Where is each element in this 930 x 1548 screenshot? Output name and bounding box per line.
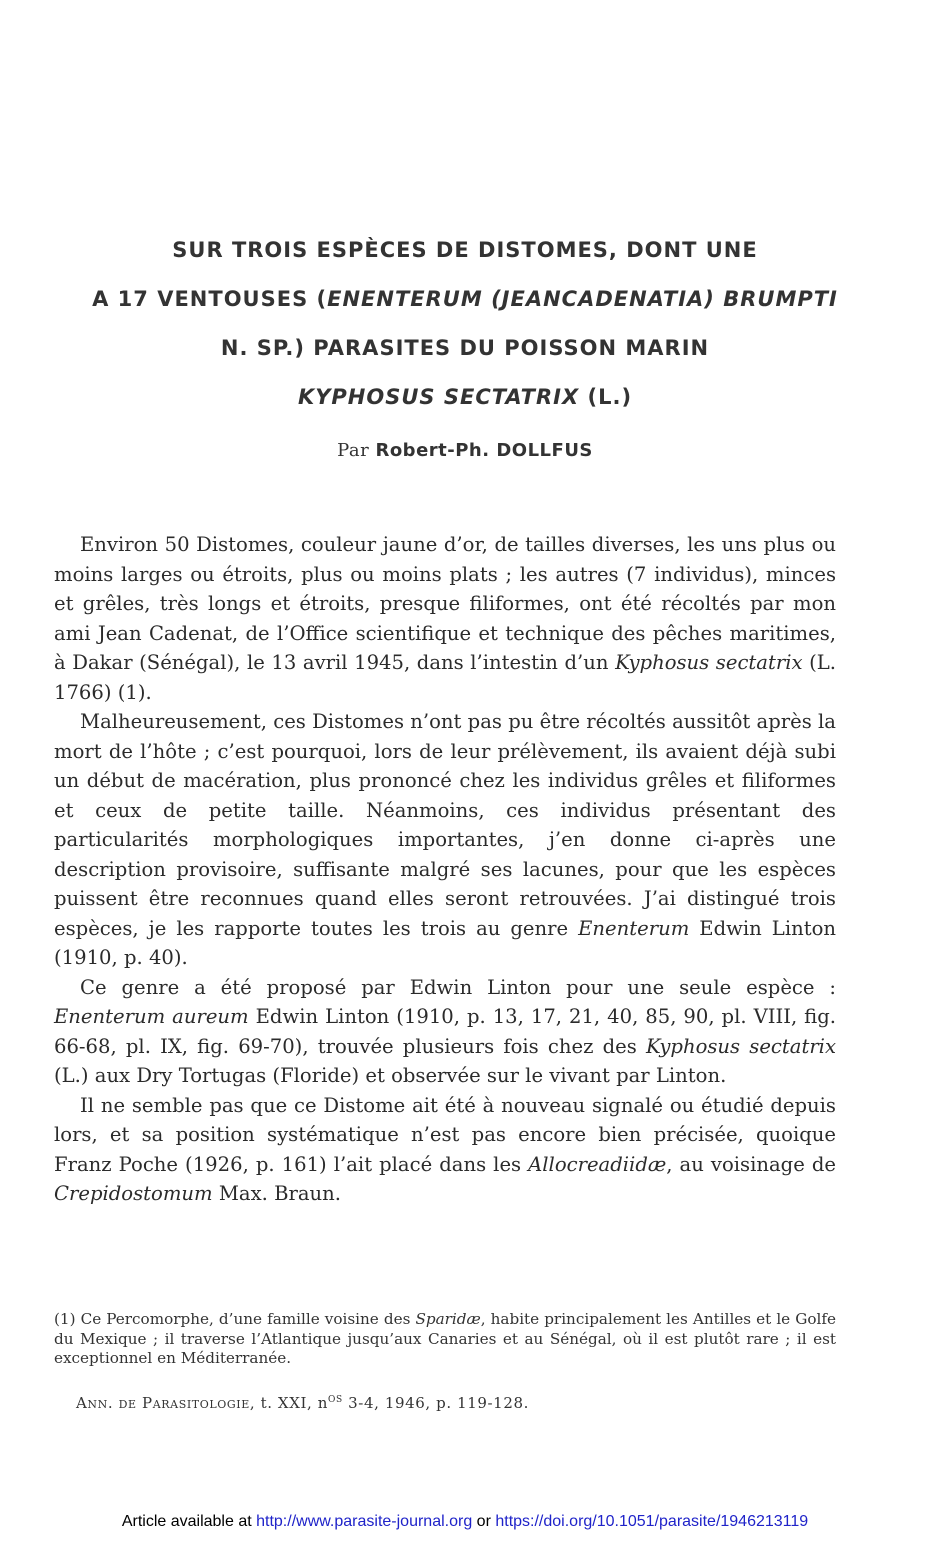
footnote-family: Sparidæ xyxy=(415,1310,481,1328)
article-title xyxy=(40,226,890,422)
author-name: Robert-Ph. DOLLFUS xyxy=(375,440,593,461)
byline-prefix: Par xyxy=(337,440,376,461)
paragraph-2-text: Malheureusement, ces Distomes n’ont pas pu être récoltés aussitôt après la mort de l’hôte ; c’est pourquoi, lors de leur prélèvement, ils avaient déjà subi un début de macération, plus prononcé chez les individus grêles et filiformes et ceux de petite taille. Néanmoins, ces individus présentant des particularités morphologiques importantes, j’en donne ci-après une description provisoire, suffisante malgré ses lacunes, pour que les espèces puissent être reconnues quand elles seront retrouvées. J’ai distingué trois espèces, je les rapporte toutes les trois au genre xyxy=(54,710,836,940)
banner-middle: or xyxy=(472,1513,496,1530)
paragraph-3-species: Enenterum aureum xyxy=(54,1005,249,1028)
paragraph-2 xyxy=(54,707,836,973)
paragraph-1-text: Environ 50 Distomes, couleur jaune d’or, de tailles diverses, les uns plus ou moins larges ou étroits, plus ou moins plats ; les autres (7 individus), minces et grêles, très longs et étroits, presque filiformes, ont été récoltés par mon ami Jean Cadenat, de l’Office scientifique et technique des pêches maritimes, à Dakar (Sénégal), le 13 avril 1945, dans l’intestin d’un xyxy=(54,533,836,674)
paragraph-4-genus: Crepidostomum xyxy=(54,1182,213,1205)
citation-pages: 3-4, 1946, p. 119-128. xyxy=(342,1394,529,1412)
paragraph-4-text-end: Max. Braun. xyxy=(212,1182,342,1205)
banner-prefix: Article available at xyxy=(121,1513,257,1530)
paragraph-3-host: Kyphosus sectatrix xyxy=(645,1034,837,1058)
title-line-4-host: KYPHOSUS SECTATRIX xyxy=(297,385,580,409)
paragraph-1-text-end: (L. 1766) (1). xyxy=(54,651,836,704)
citation-number-sup: os xyxy=(328,1390,343,1405)
paragraph-3-text-end: (L.) aux Dry Tortugas (Floride) et observée sur le vivant par Linton. xyxy=(54,1064,727,1087)
citation-journal: Ann. de Parasitologie xyxy=(76,1394,250,1412)
paragraph-3-text: Ce genre a été proposé par Edwin Linton pour une seule espèce : xyxy=(80,975,836,999)
paragraph-4 xyxy=(54,1091,836,1209)
paragraph-2-genus: Enenterum xyxy=(578,916,690,940)
citation-volume: , t. XXI, n xyxy=(249,1394,329,1412)
footnote-text-end: , habite principalement les Antilles et le Golfe du Mexique ; il traverse l’Atlantique jusqu’aux Canaries et au Sénégal, où il est plutôt rare ; il est exceptionnel en Méditerranée. xyxy=(54,1310,836,1367)
paragraph-4-text-mid: , au voisinage de xyxy=(666,1152,836,1176)
article-body xyxy=(54,530,836,1209)
journal-link[interactable]: http://www.parasite-journal.org xyxy=(256,1513,473,1530)
paragraph-1-species: Kyphosus sectatrix xyxy=(615,651,803,674)
journal-citation xyxy=(76,1390,529,1412)
title-line-4-suffix: (L.) xyxy=(579,385,633,409)
paragraph-4-family: Allocreadiidæ xyxy=(528,1152,667,1176)
title-line-3: N. SP.) PARASITES DU POISSON MARIN xyxy=(220,336,710,360)
paragraph-3 xyxy=(54,973,836,1091)
title-line-2-prefix: A 17 VENTOUSES ( xyxy=(92,287,328,311)
title-line-1: SUR TROIS ESPÈCES DE DISTOMES, DONT UNE xyxy=(172,238,758,262)
title-line-2 xyxy=(40,275,890,324)
title-line-2-species: ENENTERUM (JEANCADENATIA) BRUMPTI xyxy=(327,287,838,311)
footnote xyxy=(54,1310,836,1369)
title-line-4 xyxy=(40,373,890,422)
paragraph-1 xyxy=(54,530,836,707)
footnote-text: (1) Ce Percomorphe, d’une famille voisine des xyxy=(54,1310,416,1328)
paragraph-4-text: Il ne semble pas que ce Distome ait été à nouveau signalé ou étudié depuis lors, et sa position systématique n’est pas encore bien précisée, quoique Franz Poche (1926, p. 161) l’ait placé dans les xyxy=(54,1093,836,1176)
paragraph-3-text-mid: Edwin Linton (1910, p. 13, 17, 21, 40, 85, 90, pl. VIII, fig. 66-68, pl. IX, fig. 69-70), trouvée plusieurs fois chez des xyxy=(54,1005,836,1058)
paragraph-2-text-end: Edwin Linton (1910, p. 40). xyxy=(54,916,836,969)
byline xyxy=(0,440,930,461)
doi-link[interactable]: https://doi.org/10.1051/parasite/1946213119 xyxy=(495,1513,809,1530)
availability-banner xyxy=(0,1513,930,1531)
